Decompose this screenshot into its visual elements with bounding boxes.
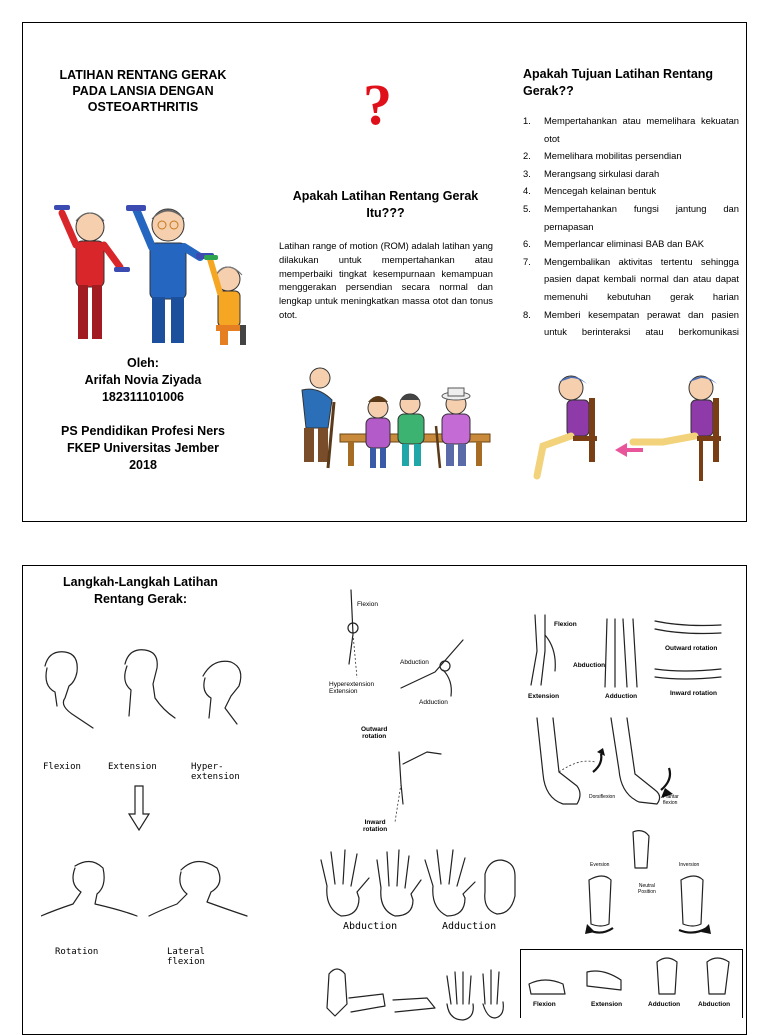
goals-list	[523, 112, 739, 341]
definition-text: Latihan range of motion (ROM) adalah latihan yang dilakukan untuk mempertahankan atau memperbaiki tingkat kesempurnaan kemampuan menggerakan persendian secara normal dan lengkap untuk meningkatkan massa otot dan tonus otot.	[279, 240, 493, 320]
toe-adduction-label: Adduction	[648, 1001, 681, 1008]
goal-text: Memberi kesempatan perawat dan pasien untuk berinteraksi atau berkomunikasi	[544, 308, 739, 338]
seated-leg-exercise-illustration	[523, 368, 743, 498]
elderly-group-illustration	[278, 356, 493, 471]
toe-extension-label: Extension	[591, 1001, 623, 1008]
institution-block	[43, 423, 243, 474]
arm-outward-rotation-label: Outward rotation	[361, 726, 388, 740]
goal-item: 8. Memberi kesempatan perawat dan pasien untuk berinteraksi atau berkomunikasi	[523, 308, 739, 338]
neck-flexion-extension-illustration	[35, 646, 255, 736]
faculty-name: FKEP Universitas Jember	[67, 441, 219, 455]
neck-rotation-label: Rotation	[55, 947, 99, 957]
goal-text: Mengembalikan aktivitas tertentu sehingga pasien dapat kembali normal dan atau dapat memenuhi kebutuhan gerak harian	[544, 255, 739, 302]
arm-flexion-label: Flexion	[357, 601, 378, 608]
goals-heading: Apakah Tujuan Latihan Rentang Gerak??	[523, 67, 714, 98]
down-arrow-icon	[127, 784, 151, 834]
ankle-dorsiflexion-label: Dorsiflexion	[589, 794, 616, 800]
goal-item: 3. Merangsang sirkulasi darah	[523, 167, 660, 179]
goal-item: 4. Mencegah kelainan bentuk	[523, 185, 657, 197]
hand-abduction-adduction-illustration	[319, 846, 519, 921]
leg-flexion-label: Flexion	[554, 621, 577, 628]
wrist-finger-rom-illustration	[323, 964, 513, 1024]
shoulder-arm-rom-illustration	[323, 584, 473, 834]
brochure-title: LATIHAN RENTANG GERAK PADA LANSIA DENGAN OSTEOARTHRITIS	[59, 68, 227, 114]
neck-lateral-flexion-label: Lateral flexion	[167, 947, 205, 967]
goal-text: Mempertahankan atau memelihara kekuatan otot	[544, 115, 739, 144]
goal-item: 5. Mempertahankan fungsi jantung dan pernapasan	[523, 202, 739, 232]
definition-heading: Apakah Latihan Rentang Gerak Itu???	[292, 189, 479, 220]
goal-text: Mempertahankan fungsi jantung dan pernapasan	[544, 202, 739, 232]
arm-inward-rotation-label: Inward rotation	[363, 819, 388, 833]
goal-item: 2. Memelihara mobilitas persendian	[523, 150, 682, 162]
steps-title: Langkah-Langkah Latihan Rentang Gerak:	[63, 575, 218, 606]
leg-outward-rotation-label: Outward rotation	[665, 645, 718, 652]
arm-adduction-label: Adduction	[419, 699, 448, 706]
brochure-inner-page	[22, 565, 747, 1035]
toe-rom-illustration	[525, 954, 739, 1000]
elderly-exercising-illustration	[48, 175, 248, 347]
arm-hyperextension-label: Hyperextension Extension	[329, 681, 375, 695]
toe-abduction-label: Abduction	[698, 1001, 731, 1008]
leg-adduction-label: Adduction	[605, 693, 638, 700]
goal-item: 6. Memperlancar eliminasi BAB dan BAK	[523, 238, 704, 250]
neck-hyperextension-label: Hyper- extension	[191, 762, 240, 782]
author-block	[43, 355, 243, 406]
leg-inward-rotation-label: Inward rotation	[670, 690, 717, 697]
goal-text: Memperlancar eliminasi BAB dan BAK	[544, 238, 704, 250]
year: 2018	[129, 458, 157, 472]
goal-text: Merangsang sirkulasi darah	[544, 167, 660, 179]
author-name: Arifah Novia Ziyada	[84, 373, 202, 387]
neck-flexion-label: Flexion	[43, 762, 81, 772]
goal-text: Mencegah kelainan bentuk	[544, 185, 657, 197]
program-name: PS Pendidikan Profesi Ners	[61, 424, 225, 438]
foot-neutral-label: Neutral Position	[638, 883, 656, 895]
leg-abduction-label: Abduction	[573, 662, 606, 669]
goal-item: 1. Mempertahankan atau memelihara kekuatan otot	[523, 115, 739, 144]
hand-abduction-label: Abduction	[343, 921, 398, 932]
foot-eversion-label: Eversion	[590, 862, 610, 868]
goal-item: 7. Mengembalikan aktivitas tertentu sehingga pasien dapat kembali normal dan atau dapat memenuhi kebutuhan gerak harian	[523, 255, 739, 302]
arm-abduction-label: Abduction	[400, 659, 429, 666]
leg-extension-label: Extension	[528, 693, 560, 700]
author-student-id: 182311101006	[101, 390, 185, 404]
hand-adduction-label: Adduction	[442, 921, 497, 932]
brochure-outer-page	[22, 22, 747, 522]
ankle-plantarflexion-label: Plantar flexion	[663, 794, 679, 806]
neck-extension-label: Extension	[108, 762, 157, 772]
neck-rotation-lateral-illustration	[41, 856, 251, 926]
question-mark-icon: ?	[363, 72, 392, 137]
toe-flexion-label: Flexion	[533, 1001, 556, 1008]
author-label: Oleh:	[127, 356, 159, 370]
foot-inversion-label: Inversion	[679, 862, 700, 868]
goal-text: Memelihara mobilitas persendian	[544, 150, 682, 162]
